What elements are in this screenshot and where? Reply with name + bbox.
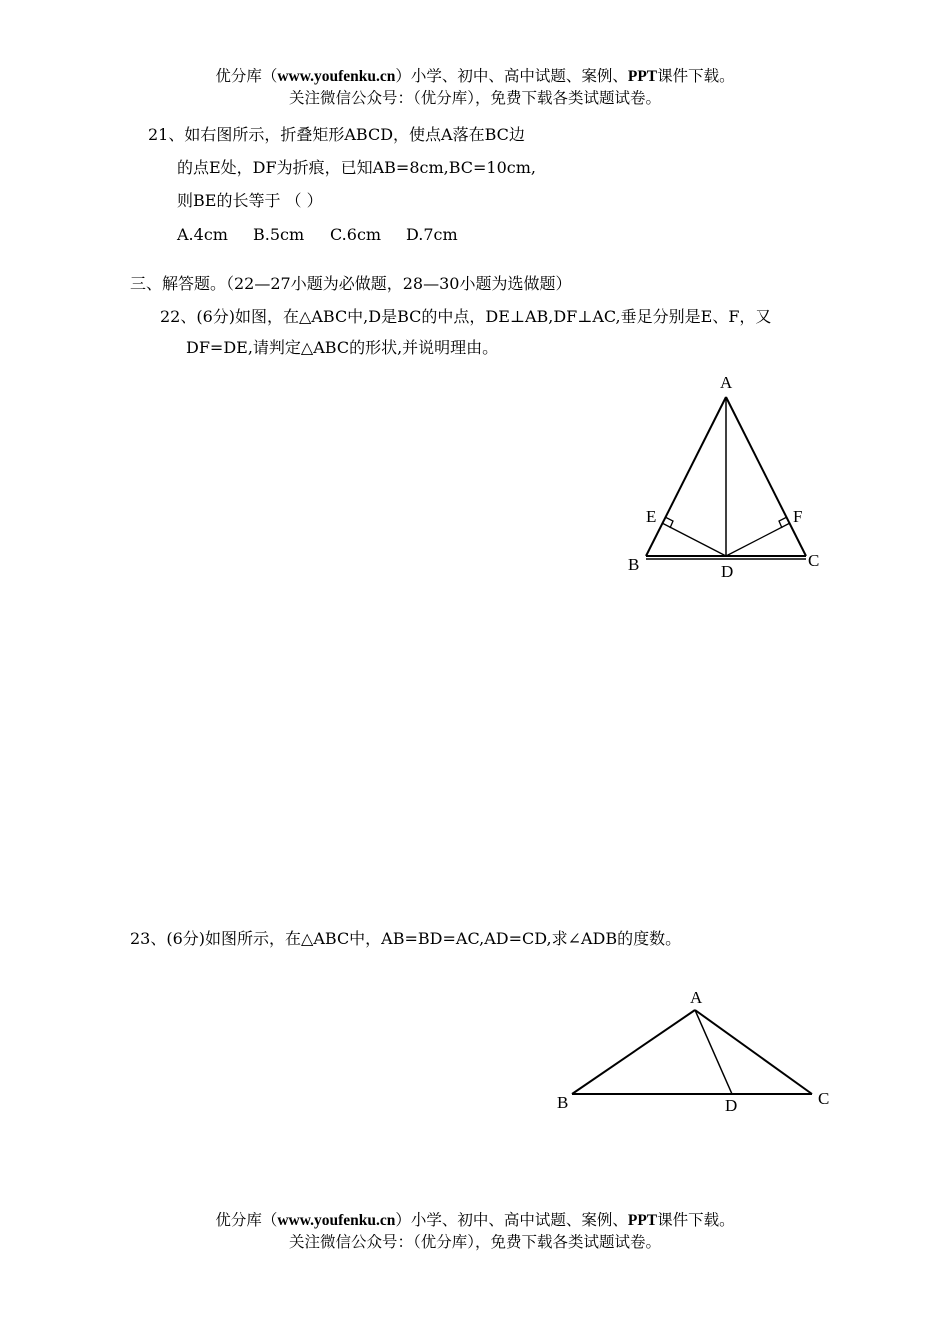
q22-side-ab [646,397,726,556]
q22-label-d: D [721,562,734,581]
q23-side-ab [572,1010,695,1094]
q21-option-a: A.4cm [177,225,228,244]
q23-label-d: D [725,1096,738,1115]
q23-line-1: 23、(6分)如图所示，在△ABC中，AB=BD=AC,AD=CD,求∠ADB的度数。 [130,929,682,948]
header-brand: 优分库（ [215,67,278,85]
q22-side-ac [726,397,806,556]
q23-label-a: A [690,988,703,1007]
q21-line-1: 21、如右图所示，折叠矩形ABCD，使点A落在BC边 [148,125,525,144]
q22-label-a: A [720,373,733,392]
q22-line-1: 22、(6分)如图，在△ABC中,D是BC的中点，DE⊥AB,DF⊥AC,垂足分别是E、F，又 [160,307,772,326]
q21-option-c: C.6cm [330,225,382,244]
header-site-link[interactable]: www.youfenku.cn [277,68,396,85]
q22-label-e: E [646,507,657,526]
q23-label-c: C [818,1089,830,1108]
footer-line-1 [0,1210,950,1231]
section-3-title: 三、解答题。（22—27小题为必做题，28—30小题为选做题） [130,274,572,293]
q23-triangle-figure [550,984,840,1120]
q22-label-f: F [793,507,803,526]
footer-ppt: PPT [627,1212,658,1229]
q22-label-c: C [808,551,820,570]
q22-segment-de [662,523,726,556]
q22-line-2: DF=DE,请判定△ABC的形状,并说明理由。 [186,338,499,357]
header-line-1 [0,66,950,87]
footer-tail: 课件下载。 [657,1211,735,1229]
footer-site-link[interactable]: www.youfenku.cn [277,1212,396,1229]
q23-side-ac [695,1010,812,1094]
footer-line-2: 关注微信公众号：（优分库），免费下载各类试题试卷。 [288,1233,661,1251]
q23-label-b: B [557,1093,569,1112]
header-tail: 课件下载。 [657,67,735,85]
footer-brand: 优分库（ [215,1211,278,1229]
footer-mid: ）小学、初中、高中试题、案例、 [395,1211,628,1229]
header-line-2: 关注微信公众号：（优分库），免费下载各类试题试卷。 [288,89,661,107]
q21-option-d: D.7cm [406,225,458,244]
q22-triangle-figure [620,366,840,586]
q22-label-b: B [628,555,640,574]
q21-option-b: B.5cm [253,225,305,244]
header-ppt: PPT [627,68,658,85]
q22-segment-df [726,523,790,556]
header-mid: ）小学、初中、高中试题、案例、 [395,67,628,85]
q21-line-3: 则BE的长等于 （ ） [177,191,323,210]
q21-line-2: 的点E处，DF为折痕，已知AB=8cm,BC=10cm, [177,158,537,177]
